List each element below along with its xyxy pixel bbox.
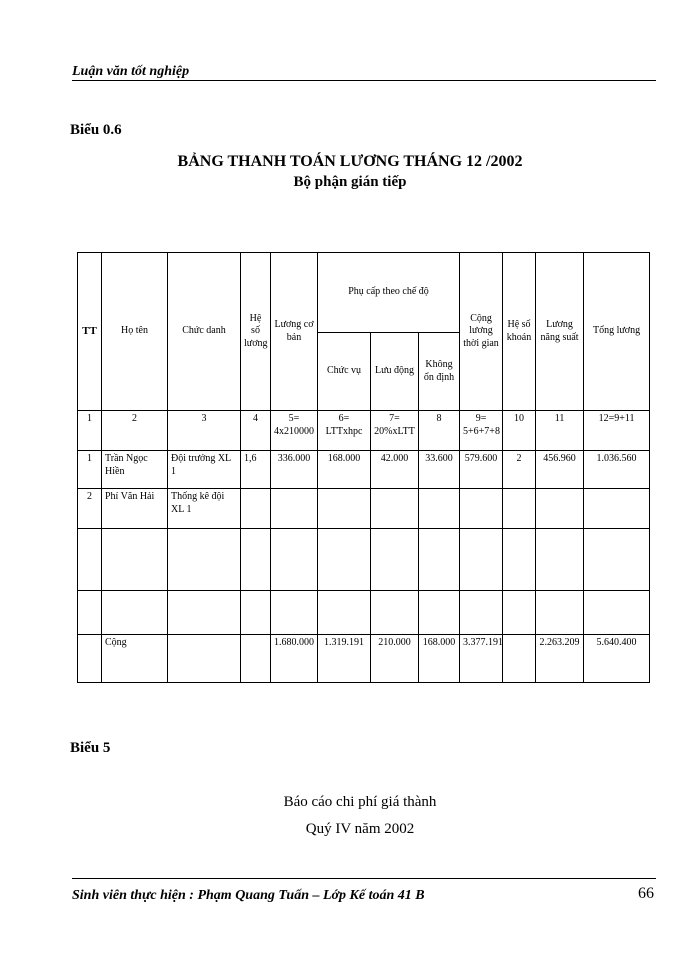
table-cell: [318, 529, 371, 591]
total-cell: 2.263.209: [536, 635, 584, 683]
table-cell: [371, 489, 419, 529]
index-cell: 9= 5+6+7+8: [460, 411, 503, 451]
total-cell: [241, 635, 271, 683]
table-cell: Trần Ngọc Hiền: [102, 451, 168, 489]
index-row: [78, 411, 650, 451]
table-cell: [371, 591, 419, 635]
table-row: [78, 529, 650, 591]
table-cell: [460, 591, 503, 635]
table-cell: [78, 529, 102, 591]
payroll-table: [77, 252, 650, 683]
header-base-salary: Lương cơ bản: [271, 253, 318, 411]
index-cell: 4: [241, 411, 271, 451]
total-cell: [78, 635, 102, 683]
running-header: Luận văn tốt nghiệp: [72, 64, 190, 79]
table-cell: 1.036.560: [584, 451, 650, 489]
table-cell: [241, 591, 271, 635]
table-cell: [102, 591, 168, 635]
header-name: Họ tên: [102, 253, 168, 411]
total-cell: 3.377.191: [460, 635, 503, 683]
header-allowance-mobile: Lưu động: [371, 333, 419, 411]
index-cell: 8: [419, 411, 460, 451]
table-cell: Thống kê đội XL 1: [168, 489, 241, 529]
table-cell: [271, 529, 318, 591]
index-cell: 12=9+11: [584, 411, 650, 451]
table-cell: [460, 529, 503, 591]
table-cell: [371, 529, 419, 591]
table-cell: [584, 529, 650, 591]
table-cell: [271, 489, 318, 529]
table-title: BẢNG THANH TOÁN LƯƠNG THÁNG 12 /2002: [177, 153, 523, 170]
table-cell: [536, 591, 584, 635]
section-label-2: Biểu 5: [70, 740, 111, 756]
index-cell: 1: [78, 411, 102, 451]
table-cell: [419, 591, 460, 635]
table-cell: 579.600: [460, 451, 503, 489]
index-cell: 7= 20%xLTT: [371, 411, 419, 451]
table-row: [78, 489, 650, 529]
table-cell: [419, 489, 460, 529]
footer-rule: [72, 878, 656, 879]
header-coefficient: Hệ số lương: [241, 253, 271, 411]
header-allowance-position: Chức vụ: [318, 333, 371, 411]
total-label: Cộng: [102, 635, 168, 683]
table-cell: Đội trưởng XL 1: [168, 451, 241, 489]
report-period: Quý IV năm 2002: [305, 821, 415, 837]
table-row: [78, 591, 650, 635]
table-cell: 2: [503, 451, 536, 489]
table-cell: 33.600: [419, 451, 460, 489]
index-cell: 5= 4x210000: [271, 411, 318, 451]
table-cell: 168.000: [318, 451, 371, 489]
table-cell: Phí Văn Hải: [102, 489, 168, 529]
table-cell: 1: [78, 451, 102, 489]
header-time-wage: Cộng lương thời gian: [460, 253, 503, 411]
table-cell: [318, 489, 371, 529]
total-cell: 210.000: [371, 635, 419, 683]
index-cell: 11: [536, 411, 584, 451]
total-cell: 168.000: [419, 635, 460, 683]
table-cell: [584, 591, 650, 635]
total-row: [78, 635, 650, 683]
page-number: 66: [638, 885, 654, 902]
header-total-wage: Tổng lương: [584, 253, 650, 411]
table-subtitle: Bộ phận gián tiếp: [293, 174, 407, 190]
table-cell: [584, 489, 650, 529]
table-cell: [102, 529, 168, 591]
table-cell: [241, 489, 271, 529]
table-cell: [503, 529, 536, 591]
header-contract-coef: Hệ số khoán: [503, 253, 536, 411]
header-tt: TT: [78, 253, 102, 411]
table-cell: 2: [78, 489, 102, 529]
section-label: Biểu 0.6: [70, 122, 122, 138]
index-cell: 6= LTTxhpc: [318, 411, 371, 451]
table-cell: 1,6: [241, 451, 271, 489]
index-cell: 3: [168, 411, 241, 451]
index-cell: 2: [102, 411, 168, 451]
table-cell: [168, 529, 241, 591]
table-cell: [536, 529, 584, 591]
header-allowance-unstable: Không ổn định: [419, 333, 460, 411]
total-cell: 5.640.400: [584, 635, 650, 683]
total-cell: 1.680.000: [271, 635, 318, 683]
table-row: [78, 451, 650, 489]
table-cell: [419, 529, 460, 591]
total-cell: [503, 635, 536, 683]
table-cell: [271, 591, 318, 635]
report-title: Báo cáo chi phí giá thành: [283, 794, 437, 810]
header-allowance-group: Phụ cấp theo chế độ: [318, 253, 460, 333]
table-cell: [78, 591, 102, 635]
header-position: Chức danh: [168, 253, 241, 411]
header-productivity-wage: Lương năng suất: [536, 253, 584, 411]
total-cell: [168, 635, 241, 683]
table-cell: [460, 489, 503, 529]
table-cell: [503, 591, 536, 635]
table-cell: 336.000: [271, 451, 318, 489]
header-rule: [72, 80, 656, 81]
table-cell: 456.960: [536, 451, 584, 489]
running-footer: Sinh viên thực hiện : Phạm Quang Tuấn – Lớp Kế toán 41 B: [72, 888, 425, 903]
table-cell: [503, 489, 536, 529]
table-cell: [241, 529, 271, 591]
table-cell: 42.000: [371, 451, 419, 489]
table-cell: [318, 591, 371, 635]
total-cell: 1.319.191: [318, 635, 371, 683]
index-cell: 10: [503, 411, 536, 451]
table-cell: [168, 591, 241, 635]
table-cell: [536, 489, 584, 529]
